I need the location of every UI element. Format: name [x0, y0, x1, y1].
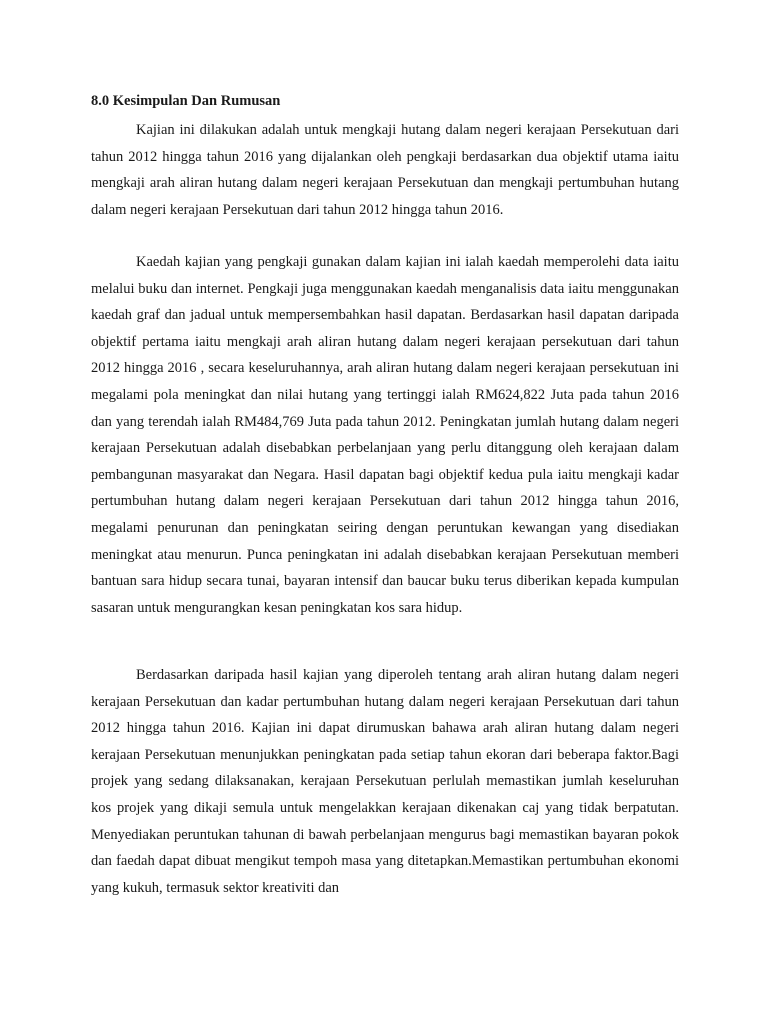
paragraph-1: Kajian ini dilakukan adalah untuk mengkaji hutang dalam negeri kerajaan Persekutuan dari tahun 2012 hingga tahun 2016 yang dijalankan oleh pengkaji berdasarkan dua objektif utama iaitu mengkaji arah aliran hutang dalam negeri kerajaan Persekutuan dan mengkaji pertumbuhan hutang dalam negeri kerajaan Persekutuan dari tahun 2012 hingga tahun 2016.	[91, 122, 679, 218]
section-heading: 8.0 Kesimpulan Dan Rumusan	[91, 93, 281, 109]
paragraph-3: Berdasarkan daripada hasil kajian yang diperoleh tentang arah aliran hutang dalam negeri kerajaan Persekutuan dan kadar pertumbuhan hutang dalam negeri kerajaan Persekutuan dari tahun 2012 hingga tahun 2016. Kajian ini dapat dirumuskan bahawa arah aliran hutang dalam negeri kerajaan Persekutuan menunjukkan peningkatan pada setiap tahun ekoran dari beberapa faktor.Bagi projek yang sedang dilaksanakan, kerajaan Persekutuan perlulah memastikan jumlah keseluruhan kos projek yang dikaji semula untuk mengelakkan kerajaan dikenakan caj yang tidak berpatutan. Menyediakan peruntukan tahunan di bawah perbelanjaan mengurus bagi memastikan bayaran pokok dan faedah dapat dibuat mengikut tempoh masa yang ditetapkan.Memastikan pertumbuhan ekonomi yang kukuh, termasuk sektor kreativiti dan	[91, 667, 679, 896]
paragraph-2: Kaedah kajian yang pengkaji gunakan dalam kajian ini ialah kaedah memperolehi data iaitu melalui buku dan internet. Pengkaji juga menggunakan kaedah menganalisis data iaitu menggunakan kaedah graf dan jadual untuk mempersembahkan hasil dapatan. Berdasarkan hasil dapatan daripada objektif pertama iaitu mengkaji arah aliran hutang dalam negeri kerajaan persekutuan dari tahun 2012 hingga 2016 , secara keseluruhannya, arah aliran hutang dalam negeri kerajaan persekutuan ini megalami pola meningkat dan nilai hutang yang tertinggi ialah RM624,822 Juta pada tahun 2016 dan yang terendah ialah RM484,769 Juta pada tahun 2012. Peningkatan jumlah hutang dalam negeri kerajaan Persekutuan adalah disebabkan perbelanjaan yang perlu ditanggung oleh kerajaan dalam pembangunan masyarakat dan Negara. Hasil dapatan bagi objektif kedua pula iaitu mengkaji kadar pertumbuhan hutang dalam negeri kerajaan Persekutuan dari tahun 2012 hingga tahun 2016, megalami penurunan dan peningkatan seiring dengan peruntukan kewangan yang disediakan meningkat atau menurun. Punca peningkatan ini adalah disebabkan kerajaan Persekutuan memberi bantuan sara hidup secara tunai, bayaran intensif dan baucar buku terus diberikan kepada kumpulan sasaran untuk mengurangkan kesan peningkatan kos sara hidup.	[91, 254, 679, 616]
